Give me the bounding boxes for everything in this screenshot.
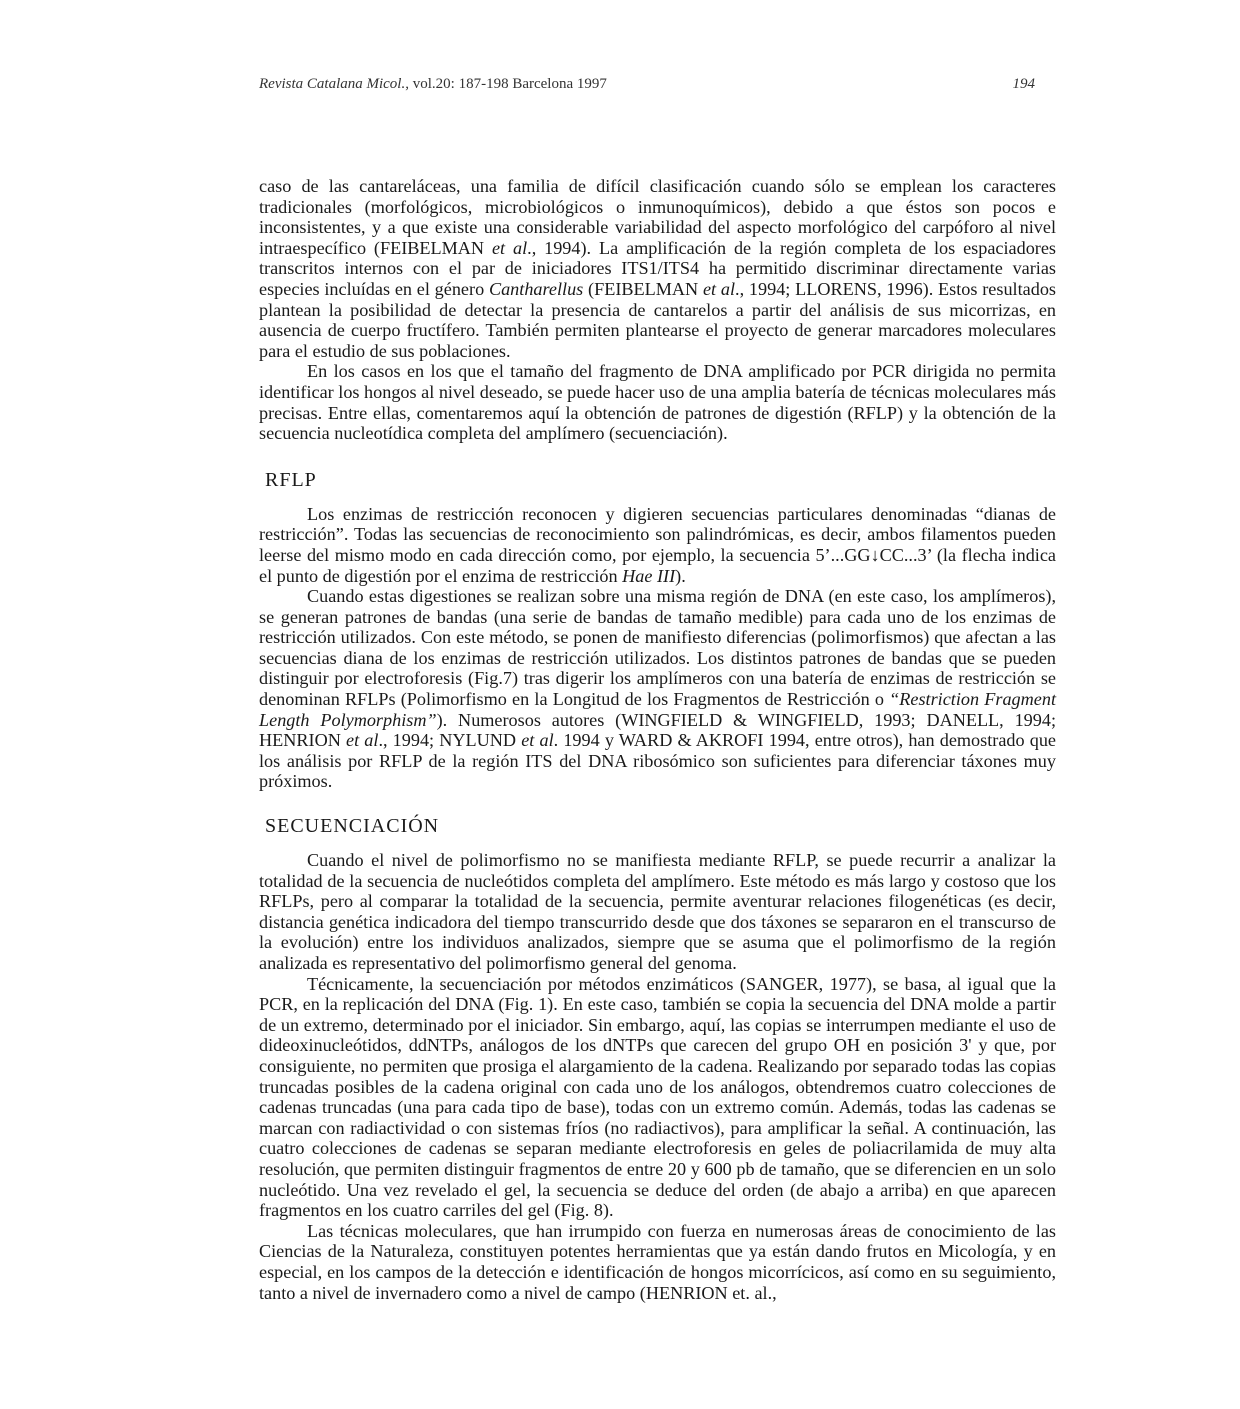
italic-run: et al <box>491 237 528 258</box>
genus-name: Cantharellus <box>488 278 584 299</box>
paragraph-tecnicas-moleculares: En los casos en los que el tamaño del fragmento de DNA amplificado por PCR dirigida no permita identificar los hongos al nivel deseado, se puede hacer uso de una amplia batería de técnicas moleculares más precisas. Entre ellas, comentaremos aquí la obtención de patrones de digestión (RFLP) y la obtención de la secuencia nucleotídica completa del amplímero (secuenciación). <box>259 361 1056 444</box>
section-heading-rflp: RFLP <box>265 468 317 491</box>
text-run: Cuando estas digestiones se realizan sobre una misma región de DNA (en este caso, los amplímeros), se generan patrones de bandas (una serie de bandas de tamaño medible) para cada uno de los enzimas de restricción utilizados. Con este método, se ponen de manifiesto diferencias (polimorfismos) que afectan a las secuencias diana de los enzimas de restricción utilizados. Los distintos patrones de bandas que se pueden distinguir por electroforesis (Fig.7) tras digerir los amplímeros con una batería de enzimas de restricción se denominan RFLPs (Polimorfismo en la Longitud de los Fragmentos de Restricción o <box>259 586 1056 710</box>
text-run: ). Numerosos autores (WINGFIELD & WINGFIELD, 1993; DANELL, 1994; HENRION <box>259 709 1057 751</box>
text-run: (FEIBELMAN <box>583 278 703 299</box>
paragraph-enzimas-restriccion <box>259 504 1056 586</box>
paragraph-polimorfismo: Cuando el nivel de polimorfismo no se manifiesta mediante RFLP, se puede recurrir a analizar la totalidad de la secuencia de nucleótidos completa del amplímero. Este método es más largo y costoso que los RFLPs, pero al comparar la totalidad de la secuencia, permite aventurar relaciones filogenéticas (es decir, distancia genética indicadora del tiempo transcurrido desde que dos táxones se separaron en el transcurso de la evolución) entre los individuos analizados, siempre que se asuma que el polimorfismo de la región analizada es representativo del polimorfismo general del genoma. <box>259 850 1056 973</box>
journal-title: Revista Catalana Micol. <box>259 76 406 92</box>
paragraph-metodos-enzimaticos: Técnicamente, la secuenciación por métodos enzimáticos (SANGER, 1977), se basa, al igual que la PCR, en la replicación del DNA (Fig. 1). En este caso, también se copia la secuencia del DNA molde a partir de un extremo, determinado por el iniciador. Sin embargo, aquí, las copias se interrumpen mediante el uso de dideoxinucleótidos, ddNTPs, análogos de los dNTPs que carecen del grupo OH en posición 3' y que, por consiguiente, no permiten que prosiga el alargamiento de la cadena. Realizando por separado todas las copias truncadas posibles de la cadena original con cada uno de los análogos, obtendremos cuatro colecciones de cadenas truncadas (una para cada tipo de base), todas con un extremo común. Además, todas las cadenas se marcan con radiactividad o con sistemas fríos (no radiactivos), para amplificar la señal. A continuación, las cuatro colecciones de cadenas se separan mediante electroforesis en geles de poliacrilamida de muy alta resolución, que permiten distinguir fragmentos de entre 20 y 600 pb de tamaño, que se diferencien en un solo nucleótido. Una vez revelado el gel, la secuencia se deduce del orden (de abajo a arriba) en que aparecen fragmentos en los cuatro carriles del gel (Fig. 8). <box>259 973 1056 1221</box>
paragraph-conclusion: Las técnicas moleculares, que han irrumpido con fuerza en numerosas áreas de conocimiento de las Ciencias de la Naturaleza, constituyen potentes herramientas que ya están dando frutos en Micología, y en especial, en los campos de la detección e identificación de hongos micorrícicos, así como en su seguimiento, tanto a nivel de invernadero como a nivel de campo (HENRION et. al., <box>259 1220 1056 1303</box>
text-run: ., 1994; NYLUND <box>378 730 522 751</box>
text-run: Los enzimas de restricción reconocen y digieren secuencias particulares denominadas “dianas de restricción”. Todas las secuencias de reconocimiento son palindrómicas, es decir, ambos filamentos pueden leerse del mismo modo en cada dirección como, por ejemplo, la secuencia 5’...GG↓CC...3’ (la flecha indica el punto de digestión por el enzima de restricción <box>259 503 1056 586</box>
page-number: 194 <box>1012 76 1035 92</box>
text-run: ., 1994; LLORENS, 1996). Estos resultados plantean la posibilidad de detectar la presencia de cantarelos a partir del análisis de sus micorrizas, en ausencia de cuerpo fructífero. También permiten plantearse el proyecto de generar marcadores moleculares para el estudio de sus poblaciones. <box>259 278 1056 361</box>
italic-run: et al <box>346 730 379 751</box>
journal-volume: , vol.20: 187-198 Barcelona 1997 <box>405 76 607 92</box>
running-header <box>259 76 1035 100</box>
italic-run: et al <box>521 730 554 751</box>
section-heading-secuenciacion: SECUENCIACIÓN <box>265 815 440 838</box>
text-run: ). <box>675 565 686 586</box>
paragraph-cantarelaceas <box>259 176 1056 361</box>
paragraph-patrones-bandas <box>259 586 1056 792</box>
enzyme-name: Hae III <box>622 565 676 586</box>
article-body <box>259 176 1056 1303</box>
text-run: . 1994 y WARD & AKROFI 1994, entre otros), han demostrado que los análisis por RFLP de la región ITS del DNA ribosómico son suficientes para diferenciar táxones muy próximos. <box>259 730 1057 792</box>
text-run: caso de las cantareláceas, una familia de difícil clasificación cuando sólo se emplean los caracteres tradicionales (morfológicos, microbiológicos o inmunoquímicos), debido a que éstos son pocos e inconsistentes, y a que existe una considerable variabilidad del aspecto morfológico del carpóforo al nivel intraespecífico (FEIBELMAN <box>259 176 1056 258</box>
italic-run: et al <box>702 278 736 299</box>
italic-run: “Restriction Fragment Length Polymorphism” <box>259 689 1057 730</box>
text-run: ., 1994). La amplificación de la región completa de los espaciadores transcritos internos con el par de iniciadores ITS1/ITS4 ha permitido discriminar directamente varias especies incluídas en el género <box>259 237 1056 299</box>
journal-citation <box>259 76 607 93</box>
